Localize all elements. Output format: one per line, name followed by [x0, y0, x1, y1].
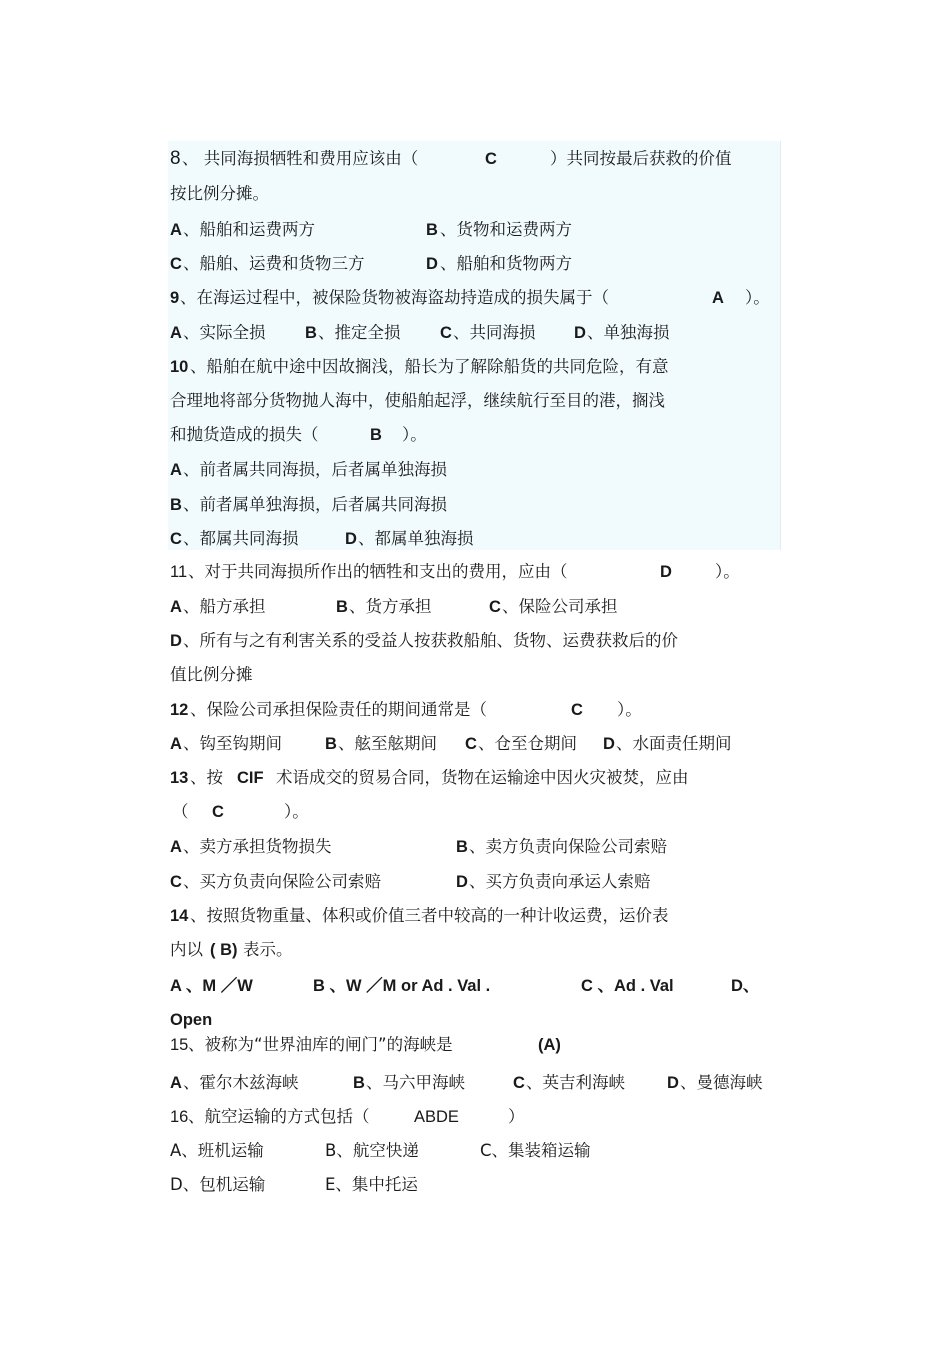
question-13-number: 13 [170, 769, 189, 787]
option-c-letter: C [513, 1074, 525, 1092]
question-14-text-2b: 表示。 [243, 940, 293, 959]
option-a: 、霍尔木兹海峡 [183, 1073, 299, 1092]
option-d-cont: 值比例分摊 [170, 665, 253, 684]
option-a: 、钩至钩期间 [183, 734, 282, 753]
question-15-number: 15 [170, 1036, 189, 1054]
question-14-text: 、按照货物重量、体积或价值三者中较高的一种计收运费，运价表 [190, 906, 669, 925]
option-a-letter: A [170, 598, 182, 616]
question-9-answer: A [712, 289, 724, 307]
question-11-text: 、对于共同海损所作出的牺牲和支出的费用，应由（ [188, 562, 568, 581]
option-c: C 、Ad . Val [581, 977, 674, 995]
option-b: 、推定全损 [318, 323, 401, 342]
question-13-open: （ [172, 802, 189, 821]
option-a: 、船舶和运费两方 [183, 220, 315, 239]
question-16-close: ） [508, 1107, 525, 1126]
option-b: 、卖方负责向保险公司索赔 [469, 837, 667, 856]
question-11-answer: D [660, 563, 672, 581]
question-8-number: 8 [170, 148, 181, 169]
question-13-text-pre: 、按 [190, 768, 223, 787]
option-a: 、实际全损 [183, 323, 266, 342]
option-b-letter: B [170, 496, 182, 514]
question-16-number: 16 [170, 1108, 189, 1126]
option-d: 、水面责任期间 [616, 734, 732, 753]
option-b: 、货物和运费两方 [440, 220, 572, 239]
option-c: 、共同海损 [453, 323, 536, 342]
question-8-text: 、 共同海损牺牲和费用应该由（ [182, 149, 419, 168]
option-b-letter: B [305, 324, 317, 342]
option-a-letter: A [170, 735, 182, 753]
option-d: 、曼德海峡 [680, 1073, 763, 1092]
question-13-answer: C [212, 803, 224, 821]
option-a-letter: A [170, 324, 182, 342]
question-8-answer: C [485, 150, 497, 168]
option-b: 、马六甲海峡 [366, 1073, 465, 1092]
option-d-letter: D [345, 530, 357, 548]
question-10-text-3: 和抛货造成的损失（ [170, 425, 319, 444]
option-c: 、买方负责向保险公司索赔 [183, 872, 381, 891]
question-9-number: 9 [170, 289, 180, 307]
question-13-text: 术语成交的贸易合同，货物在运输途中因火灾被焚，应由 [276, 768, 689, 787]
question-14-number: 14 [170, 907, 189, 925]
option-b: B、航空快递 [325, 1141, 419, 1160]
question-14-text-2: 内以 [170, 940, 203, 959]
question-10-number: 10 [170, 358, 189, 376]
question-12-answer: C [571, 701, 583, 719]
option-a-letter: A [170, 1074, 182, 1092]
option-b-letter: B [336, 598, 348, 616]
question-10-text-2: 合理地将部分货物抛人海中，使船舶起浮，继续航行至目的港，搁浅 [170, 391, 665, 410]
option-d-letter: D [667, 1074, 679, 1092]
option-a-letter: A [170, 838, 182, 856]
option-d: 、船舶和货物两方 [440, 254, 572, 273]
option-d-letter: D [574, 324, 586, 342]
option-b-letter: B [325, 735, 337, 753]
option-c-letter: C [170, 873, 182, 891]
option-c: 、仓至仓期间 [478, 734, 577, 753]
question-14-answer: ( B) [210, 941, 238, 959]
option-d: 、买方负责向承运人索赔 [469, 872, 651, 891]
question-9-text: 、在海运过程中，被保险货物被海盗劫持造成的损失属于（ [180, 288, 609, 307]
question-15-text: 、被称为“世界油库的闸门”的海峡是 [188, 1035, 453, 1054]
option-d-letter: D [603, 735, 615, 753]
option-d: 、都属单独海损 [358, 529, 474, 548]
question-9-close: ）。 [745, 288, 770, 307]
option-c-letter: C [489, 598, 501, 616]
question-13-close: ）。 [284, 802, 309, 821]
option-d-letter: D [426, 255, 438, 273]
option-c-letter: C [440, 324, 452, 342]
option-d: 、所有与之有利害关系的受益人按获救船舶、货物、运费获救后的价 [183, 631, 678, 650]
option-c: 、都属共同海损 [183, 529, 299, 548]
question-8-text-cont: ）共同按最后获救的价值 [550, 149, 732, 168]
option-a: 、前者属共同海损，后者属单独海损 [183, 460, 447, 479]
option-e: E、集中托运 [325, 1175, 418, 1194]
option-c-letter: C [465, 735, 477, 753]
question-13-term: CIF [237, 769, 264, 787]
option-b: 、货方承担 [349, 597, 432, 616]
question-16-text: 、航空运输的方式包括（ [188, 1107, 370, 1126]
question-10-answer: B [370, 426, 382, 444]
option-d-letter: D [170, 632, 182, 650]
option-d: D、包机运输 [170, 1175, 266, 1194]
option-b: 、舷至舷期间 [338, 734, 437, 753]
option-b: 、前者属单独海损，后者属共同海损 [183, 495, 447, 514]
option-c: 、保险公司承担 [502, 597, 618, 616]
option-b-letter: B [426, 221, 438, 239]
option-d-letter: D [456, 873, 468, 891]
option-d-cont: Open [170, 1011, 213, 1029]
question-8-text-2: 按比例分摊。 [170, 184, 269, 203]
option-d: D、 [731, 977, 760, 995]
question-10-text: 、船舶在航中途中因故搁浅，船长为了解除船货的共同危险，有意 [190, 357, 669, 376]
option-a: A 、M ／W [170, 977, 253, 995]
option-b-letter: B [353, 1074, 365, 1092]
option-a-letter: A [170, 461, 182, 479]
option-b-letter: B [456, 838, 468, 856]
option-a: 、船方承担 [183, 597, 266, 616]
option-c: 、船舶、运费和货物三方 [183, 254, 365, 273]
question-15-answer: (A) [538, 1036, 561, 1054]
question-10-close: ）。 [402, 425, 427, 444]
question-12-text: 、保险公司承担保险责任的期间通常是（ [190, 700, 487, 719]
question-11-close: ）。 [715, 562, 740, 581]
option-a: A、班机运输 [170, 1141, 264, 1160]
option-c-letter: C [170, 255, 182, 273]
option-c-letter: C [170, 530, 182, 548]
question-12-number: 12 [170, 701, 189, 719]
option-d: 、单独海损 [587, 323, 670, 342]
option-a-letter: A [170, 221, 182, 239]
option-c: 、英吉利海峡 [526, 1073, 625, 1092]
option-b: B 、W ／M or Ad . Val . [313, 977, 491, 995]
option-a: 、卖方承担货物损失 [183, 837, 332, 856]
question-16-answer: ABDE [414, 1108, 459, 1126]
question-12-close: ）。 [617, 700, 642, 719]
option-c: C、集装箱运输 [480, 1141, 591, 1160]
question-11-number: 11 [170, 563, 188, 581]
